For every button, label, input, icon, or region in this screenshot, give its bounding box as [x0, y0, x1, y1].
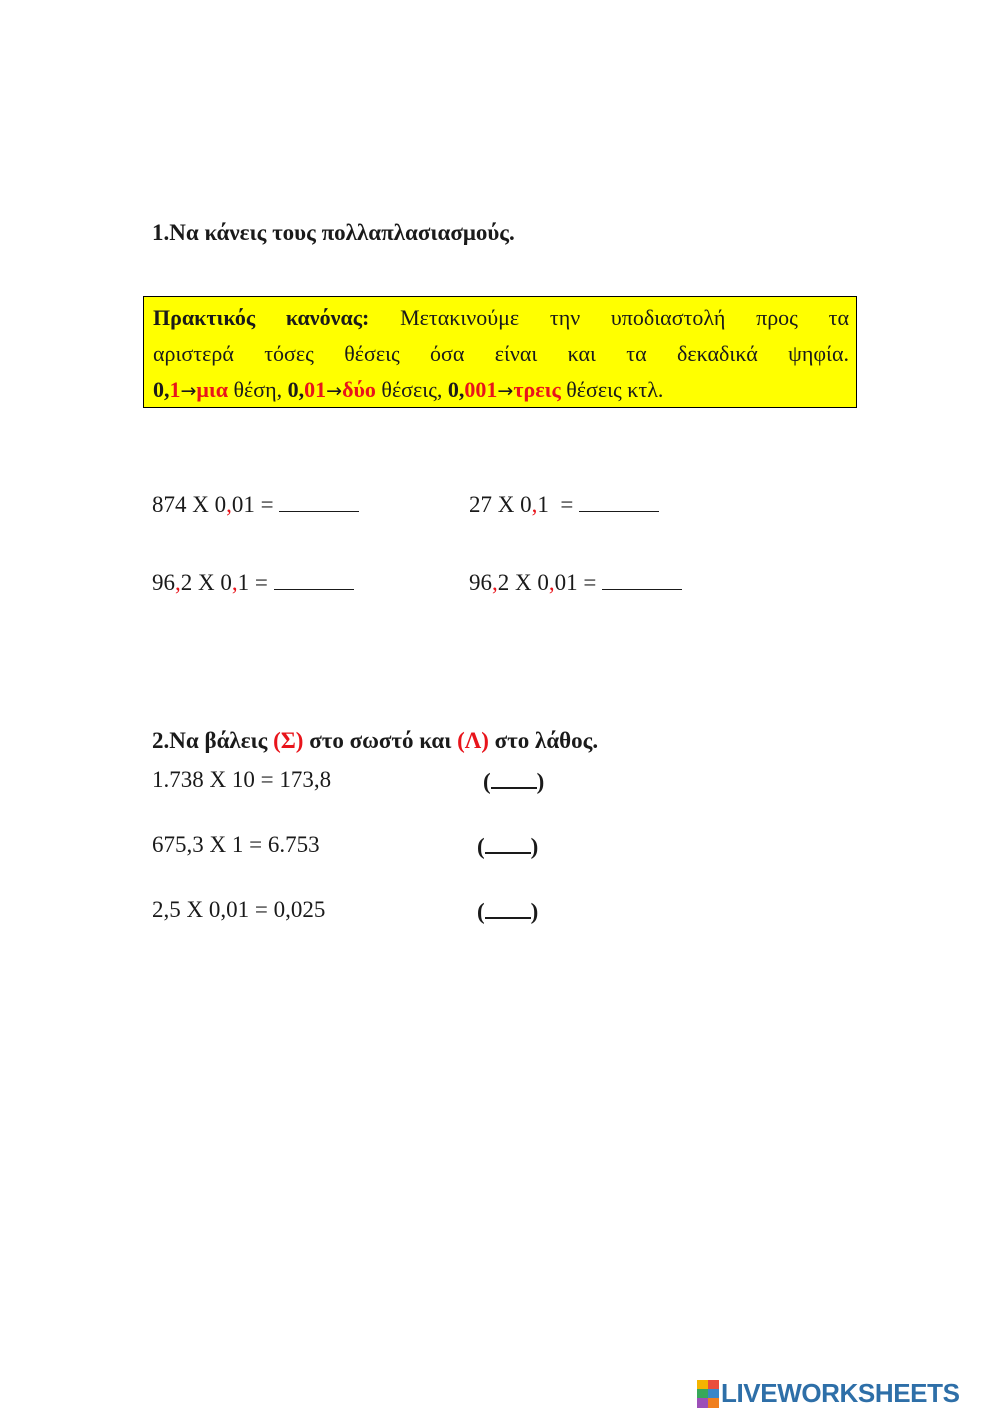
rule-line-2: αριστερά τόσες θέσεις όσα είναι και τα δεκαδικά ψηφία. — [153, 341, 849, 366]
arrow-right-icon: → — [497, 380, 514, 402]
brand-name: LIVEWORKSHEETS — [721, 1378, 960, 1408]
liveworksheets-logo-icon — [697, 1380, 719, 1408]
rule-example: 0,01→δύο θέσεις, — [287, 377, 443, 402]
answer-blank[interactable] — [602, 571, 682, 590]
answer-blank[interactable] — [279, 493, 359, 512]
true-false-slot: ( ) — [477, 899, 539, 924]
true-false-slot: ( ) — [477, 834, 539, 859]
exercise-4: 96,2 X 0,01 = — [469, 570, 682, 596]
wrong-mark: (Λ) — [457, 728, 489, 753]
rule-example: 0,1→μια θέση, — [153, 377, 283, 402]
rule-example: 0,001→τρεις θέσεις κτλ. — [447, 377, 664, 402]
statement-2: 675,3 X 1 = 6.753 — [152, 832, 320, 857]
answer-blank[interactable] — [579, 493, 659, 512]
true-false-input[interactable] — [491, 767, 537, 789]
rule-line-1 — [153, 300, 849, 336]
exercise-1: 874 X 0,01 = — [152, 492, 359, 518]
answer-blank[interactable] — [274, 571, 354, 590]
rule-label: Πρακτικός κανόνας: — [153, 305, 370, 330]
section-1-title: 1.Να κάνεις τους πολλαπλασιασμούς. — [152, 220, 515, 245]
correct-mark: (Σ) — [273, 728, 304, 753]
true-false-input[interactable] — [485, 897, 531, 919]
true-false-slot: ( ) — [483, 769, 545, 794]
arrow-right-icon: → — [180, 380, 197, 402]
rule-examples — [153, 372, 849, 409]
arrow-right-icon: → — [326, 380, 343, 402]
true-false-input[interactable] — [485, 832, 531, 854]
practical-rule-box — [143, 296, 857, 408]
exercise-2: 27 X 0,1 = — [469, 492, 659, 518]
exercise-3: 96,2 X 0,1 = — [152, 570, 354, 596]
rule-line-1-text: Μετακινούμε την υποδιαστολή προς τα — [369, 305, 849, 330]
statement-1: 1.738 X 10 = 173,8 — [152, 767, 332, 792]
liveworksheets-logo — [697, 1378, 960, 1409]
section-2-title: 2.Να βάλεις (Σ) στο σωστό και (Λ) στο λάθος. — [152, 728, 599, 753]
statement-3: 2,5 X 0,01 = 0,025 — [152, 897, 326, 922]
